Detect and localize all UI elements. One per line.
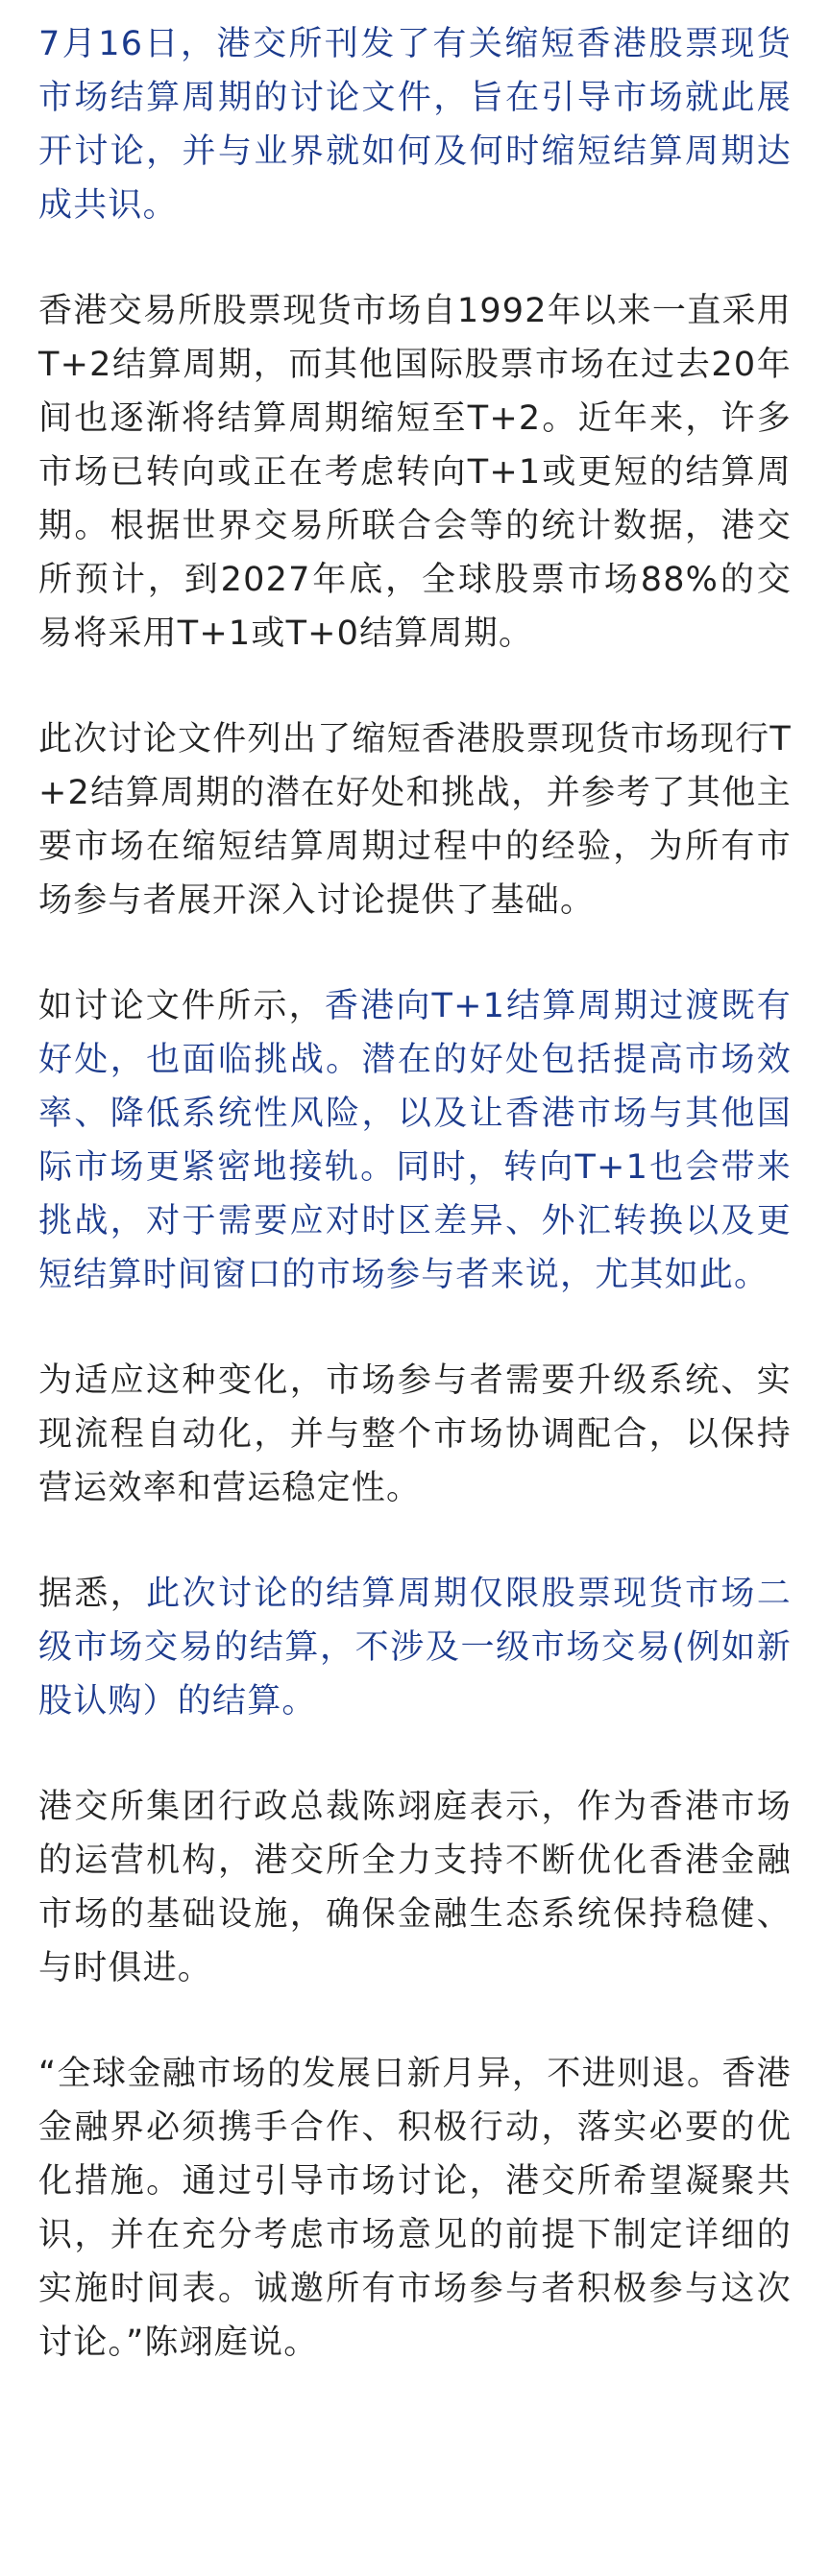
paragraph-lead-text: 如讨论文件所示， bbox=[38, 987, 325, 1025]
paragraph-benefits-challenges bbox=[38, 979, 792, 1302]
paragraph-intro: 7月16日，港交所刊发了有关缩短香港股票现货市场结算周期的讨论文件，旨在引导市场就此展开讨论，并与业界就如何及何时缩短结算周期达成共识。 bbox=[38, 25, 792, 225]
highlighted-text: 此次讨论的结算周期仅限股票现货市场二级市场交易的结算，不涉及一级市场交易(例如新股认购）的结算。 bbox=[38, 1575, 792, 1721]
paragraph-ceo-statement: 港交所集团行政总裁陈翊庭表示，作为香港市场的运营机构，港交所全力支持不断优化香港金融市场的基础设施，确保金融生态系统保持稳健、与时俱进。 bbox=[38, 1788, 792, 1987]
paragraph-market-adaptation: 为适应这种变化，市场参与者需要升级系统、实现流程自动化，并与整个市场协调配合，以保持营运效率和营运稳定性。 bbox=[38, 1361, 792, 1507]
paragraph-discussion-paper: 此次讨论文件列出了缩短香港股票现货市场现行T+2结算周期的潜在好处和挑战，并参考了其他主要市场在缩短结算周期过程中的经验，为所有市场参与者展开深入讨论提供了基础。 bbox=[38, 720, 792, 920]
highlighted-text: 香港向T+1结算周期过渡既有好处，也面临挑战。潜在的好处包括提高市场效率、降低系统性风险，以及让香港市场与其他国际市场更紧密地接轨。同时，转向T+1也会带来挑战，对于需要应对时区差异、外汇转换以及更短结算时间窗口的市场参与者来说，尤其如此。 bbox=[38, 987, 792, 1294]
paragraph-settlement-history: 香港交易所股票现货市场自1992年以来一直采用T+2结算周期，而其他国际股票市场在过去20年间也逐渐将结算周期缩短至T+2。近年来，许多市场已转向或正在考虑转向T+1或更短的结算周期。根据世界交易所联合会等的统计数据，港交所预计，到2027年底，全球股票市场88%的交易将采用T+1或T+0结算周期。 bbox=[38, 292, 792, 653]
paragraph-scope bbox=[38, 1567, 792, 1728]
article-body bbox=[38, 17, 792, 2421]
paragraph-lead-text: 据悉， bbox=[38, 1575, 147, 1613]
paragraph-ceo-quote: “全球金融市场的发展日新月异，不进则退。香港金融界必须携手合作、积极行动，落实必要的优化措施。通过引导市场讨论，港交所希望凝聚共识，并在充分考虑市场意见的前提下制定详细的实施时间表。诚邀所有市场参与者积极参与这次讨论。”陈翊庭说。 bbox=[38, 2055, 792, 2362]
